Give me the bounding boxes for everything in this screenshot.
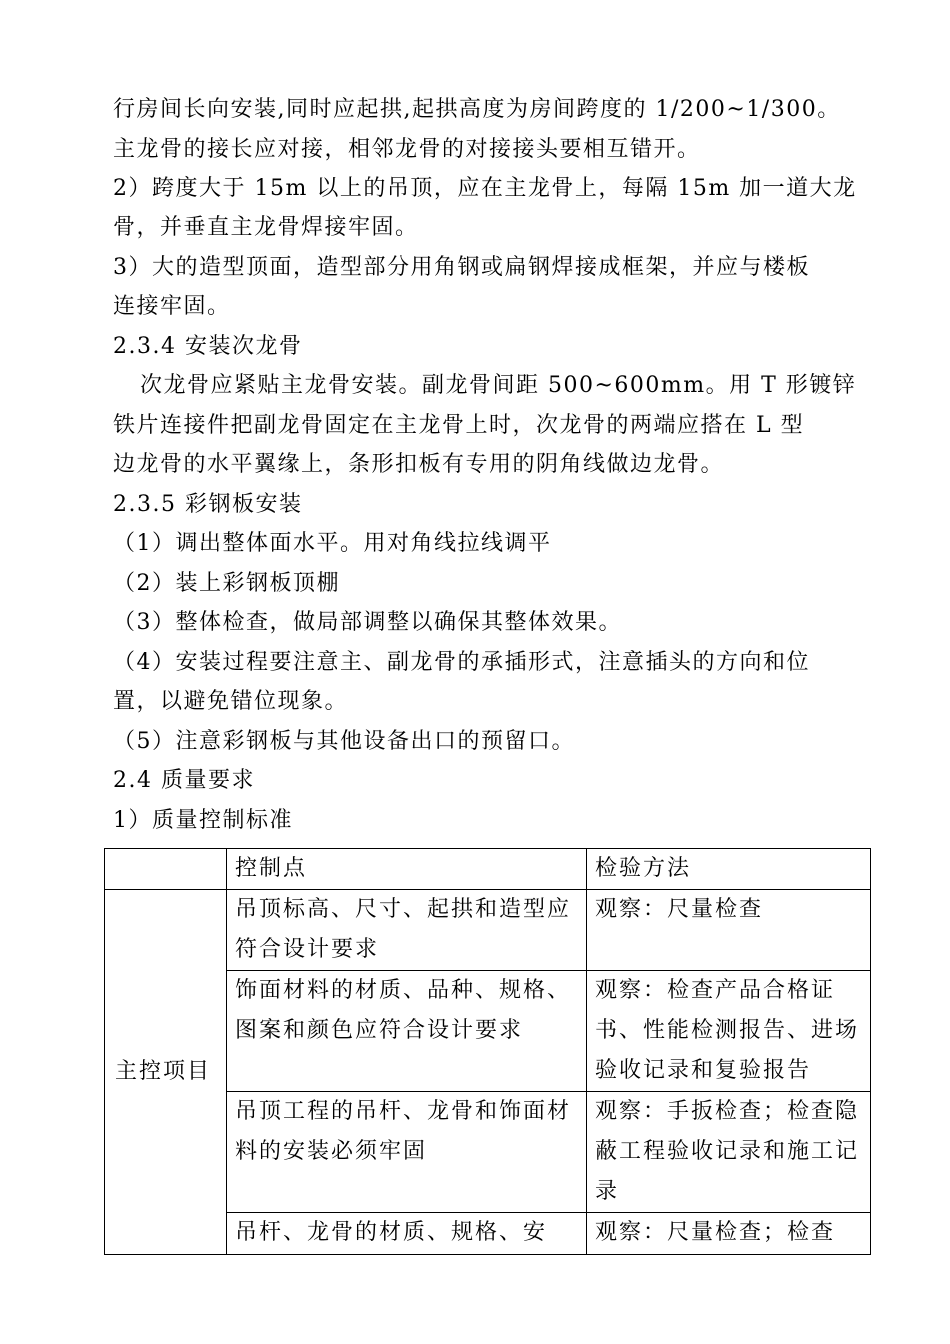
section-heading: 2.4 质量要求 [113,768,255,793]
control-point-text: 吊顶标高、尺寸、起拱和造型应符合设计要求 [235,897,572,962]
inspection-method-cell [587,1092,871,1213]
quality-control-table [104,848,871,1255]
body-text-line: 置，以避免错位现象。 [113,689,349,714]
body-text-line: 连接牢固。 [113,294,231,319]
inspection-method-cell [587,971,871,1092]
control-point-text: 饰面材料的材质、品种、规格、图案和颜色应符合设计要求 [235,978,572,1043]
table-header-cell: 控制点 [227,849,587,890]
control-point-cell [227,890,587,971]
inspection-method-text: 观察：尺量检查 [595,897,764,922]
inspection-method-cell [587,1213,871,1255]
table-header-cell [105,849,227,890]
inspection-method-text: 观察：检查产品合格证书、性能检测报告、进场验收记录和复验报告 [595,978,860,1083]
section-heading: 2.3.5 彩钢板安装 [113,492,303,517]
body-text-line: 铁片连接件把副龙骨固定在主龙骨上时，次龙骨的两端应搭在 L 型 [113,413,805,438]
control-point-cell [227,1213,587,1255]
list-item: （5）注意彩钢板与其他设备出口的预留口。 [113,729,575,754]
list-item: （1）调出整体面水平。用对角线拉线调平 [113,531,552,556]
control-point-text: 吊杆、龙骨的材质、规格、安 [235,1220,548,1245]
control-point-cell [227,1092,587,1213]
inspection-method-text: 观察：手扳检查；检查隐蔽工程验收记录和施工记录 [595,1099,860,1204]
table-header-row [105,849,871,890]
body-text-line: 行房间长向安装,同时应起拱,起拱高度为房间跨度的 1/200~1/300。 [113,97,841,122]
inspection-method-cell [587,890,871,971]
body-text-line: 次龙骨应紧贴主龙骨安装。副龙骨间距 500~600mm。用 T 形镀锌 [140,373,857,398]
list-item: （4）安装过程要注意主、副龙骨的承插形式，注意插头的方向和位 [113,650,810,675]
list-item: （2）装上彩钢板顶棚 [113,571,340,596]
inspection-method-text: 观察：尺量检查；检查 [595,1220,836,1245]
control-point-text: 吊顶工程的吊杆、龙骨和饰面材料的安装必须牢固 [235,1099,572,1164]
list-item: （3）整体检查，做局部调整以确保其整体效果。 [113,610,622,635]
table-header-cell: 检验方法 [587,849,871,890]
section-heading: 2.3.4 安装次龙骨 [113,334,303,359]
sub-heading: 1）质量控制标准 [113,808,293,833]
control-point-cell [227,971,587,1092]
body-text-line: 2）跨度大于 15m 以上的吊顶，应在主龙骨上，每隔 15m 加一道大龙 [113,176,857,201]
body-text-line: 3）大的造型顶面，造型部分用角钢或扁钢焊接成框架，并应与楼板 [113,255,810,280]
body-text-line: 主龙骨的接长应对接，相邻龙骨的对接接头要相互错开。 [113,137,701,162]
category-cell: 主控项目 [105,890,227,1255]
body-text-line: 骨，并垂直主龙骨焊接牢固。 [113,215,419,240]
body-text-line: 边龙骨的水平翼缘上，条形扣板有专用的阴角线做边龙骨。 [113,452,725,477]
table-row [105,890,871,971]
